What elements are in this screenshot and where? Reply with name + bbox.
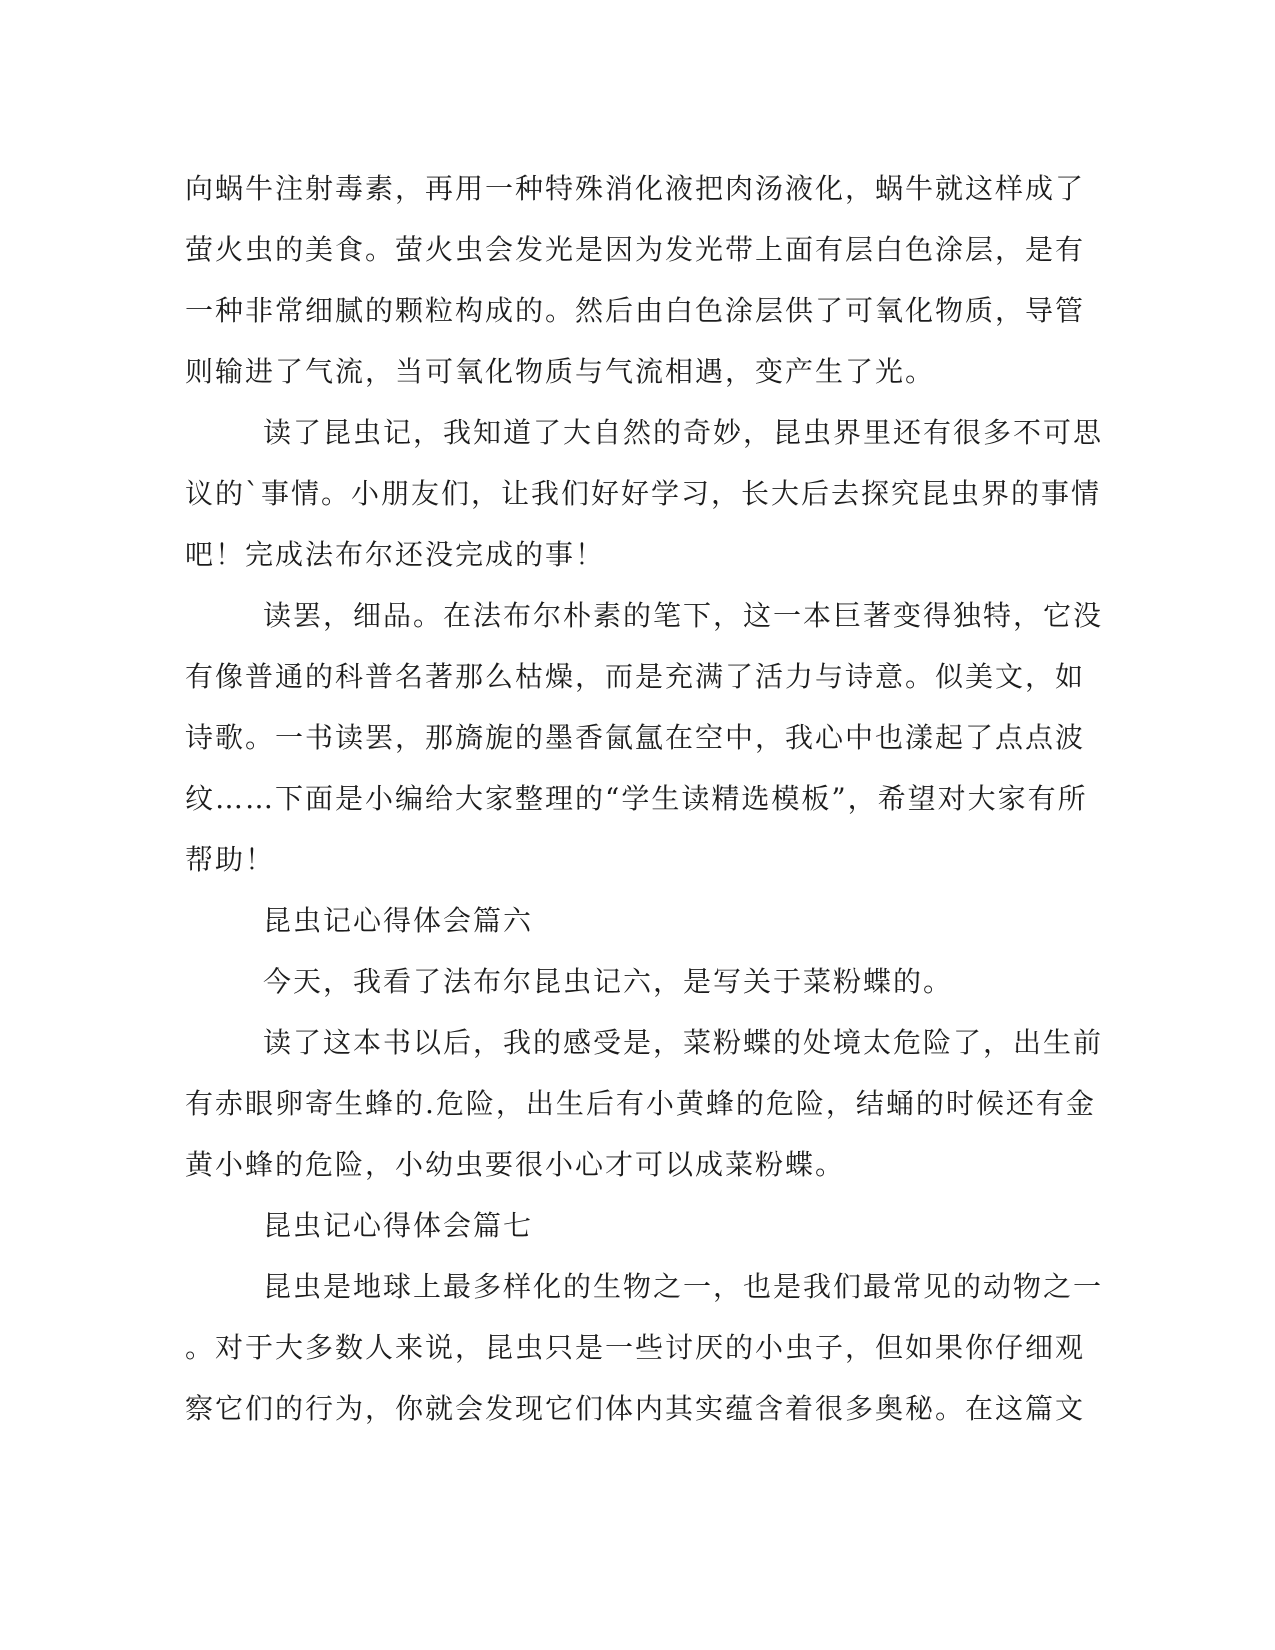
paragraph-start-line: 读罢，细品。在法布尔朴素的笔下，这一本巨著变得独特，它没 <box>263 599 1104 632</box>
text-line: 纹……下面是小编给大家整理的“学生读精选模板”，希望对大家有所 <box>185 782 1088 815</box>
paragraph-start-line: 读了这本书以后，我的感受是，菜粉蝶的处境太危险了，出生前 <box>263 1026 1104 1059</box>
text-line: 议的`事情。小朋友们，让我们好好学习，长大后去探究昆虫界的事情 <box>185 477 1102 510</box>
text-line: 一种非常细腻的颗粒构成的。然后由白色涂层供了可氧化物质，导管 <box>185 294 1086 327</box>
paragraph-start-line: 读了昆虫记，我知道了大自然的奇妙，昆虫界里还有很多不可思 <box>263 416 1104 449</box>
text-line: 帮助！ <box>185 843 276 876</box>
text-line: 有赤眼卵寄生蜂的.危险，出生后有小黄蜂的危险，结蛹的时候还有金 <box>185 1087 1096 1120</box>
paragraph-start-line: 今天，我看了法布尔昆虫记六，是写关于菜粉蝶的。 <box>263 965 954 998</box>
text-line: 萤火虫的美食。萤火虫会发光是因为发光带上面有层白色涂层，是有 <box>185 233 1086 266</box>
text-line: 有像普通的科普名著那么枯燥，而是充满了活力与诗意。似美文，如 <box>185 660 1086 693</box>
paragraph-start-line: 昆虫是地球上最多样化的生物之一，也是我们最常见的动物之一 <box>263 1270 1104 1303</box>
text-line: 诗歌。一书读罢，那旖旎的墨香氤氲在空中，我心中也漾起了点点波 <box>185 721 1086 754</box>
text-line: 则输进了气流，当可氧化物质与气流相遇，变产生了光。 <box>185 355 936 388</box>
section-heading: 昆虫记心得体会篇七 <box>263 1209 534 1242</box>
text-line: 吧！完成法布尔还没完成的事！ <box>185 538 606 571</box>
text-line: 察它们的行为，你就会发现它们体内其实蕴含着很多奥秘。在这篇文 <box>185 1392 1086 1425</box>
text-line: 黄小蜂的危险，小幼虫要很小心才可以成菜粉蝶。 <box>185 1148 846 1181</box>
text-line: 。对于大多数人来说，昆虫只是一些讨厌的小虫子，但如果你仔细观 <box>185 1331 1086 1364</box>
body-text <box>185 158 1104 1439</box>
text-line: 向蜗牛注射毒素，再用一种特殊消化液把肉汤液化，蜗牛就这样成了 <box>185 172 1086 205</box>
section-heading: 昆虫记心得体会篇六 <box>263 904 534 937</box>
